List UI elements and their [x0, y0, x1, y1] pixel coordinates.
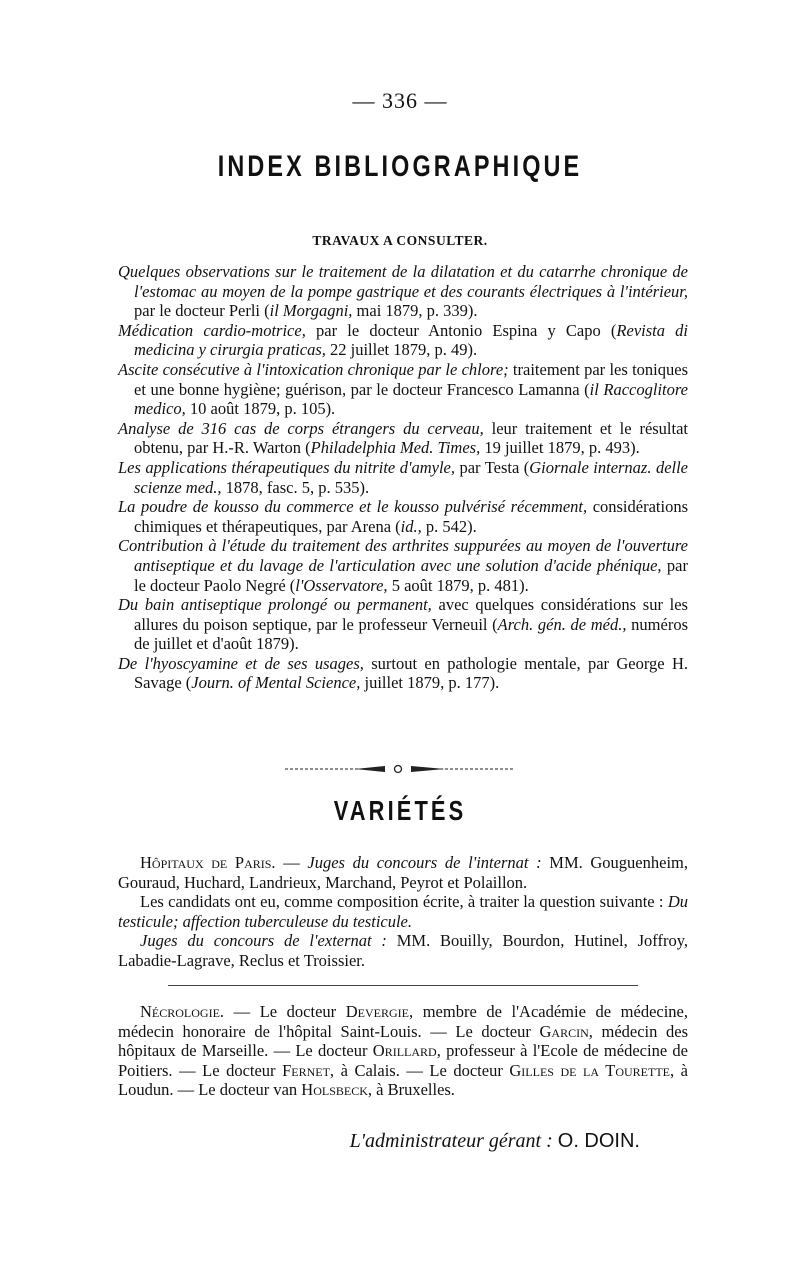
entry-source: il Morgagni,: [269, 301, 353, 321]
bibliography-entry: [118, 536, 688, 595]
person-name: Gilles de la Tourette,: [509, 1060, 675, 1080]
entry-title: Du bain antiseptique prolongé ou permanent,: [118, 595, 432, 615]
entry-text: juillet 1879, p. 177).: [360, 673, 500, 693]
entry-text: 22 juillet 1879, p. 49).: [325, 340, 478, 360]
text: à Calais. — Le docteur: [334, 1060, 510, 1080]
entry-text: par le docteur Antonio Espina y Capo (: [305, 320, 617, 340]
page-number: — 336 —: [352, 88, 448, 113]
section-subtitle: TRAVAUX A CONSULTER.: [312, 233, 488, 248]
entry-text: traitement par les toniques et une bonne hygiène; guérison, par le docteur Francesco Lamanna (: [134, 359, 688, 399]
externat-judges: MM. Bouilly, Bourdon, Hutinel, Joffroy, Labadie-Lagrave, Reclus et Troissier.: [118, 931, 688, 970]
person-name: Orillard,: [372, 1041, 441, 1061]
signature-label: L'administrateur gérant :: [349, 1130, 553, 1152]
bibliography-entry: [118, 419, 688, 458]
signature: [340, 1130, 640, 1153]
dash: —: [275, 853, 308, 872]
hopitaux-line: [118, 892, 688, 931]
entry-text: 5 août 1879, p. 481).: [387, 575, 529, 595]
necrologie-lead: Nécrologie.: [140, 1002, 225, 1021]
ornament-divider: [285, 764, 515, 774]
hopitaux-paragraph: [118, 853, 688, 971]
entry-title: De l'hyoscyamine et de ses usages,: [118, 653, 364, 673]
hopitaux-line: [118, 853, 688, 892]
text: médecin des hôpitaux de Marseille. — Le docteur: [118, 1021, 688, 1061]
entry-text: avec quelques considérations sur les allures du poison septique, par le professeur Verneuil (: [134, 595, 688, 634]
entry-text: 1878, fasc. 5, p. 535).: [221, 477, 370, 497]
necrologie-paragraph: [118, 1002, 688, 1100]
bibliography-entry: [118, 262, 688, 321]
entry-title: Contribution à l'étude du traitement des arthrites suppurées au moyen de l'ouverture antiseptique et du lavage de l'articulation avec une solution d'acide phénique,: [118, 536, 688, 575]
entry-source: il Raccoglitore medico,: [134, 379, 688, 419]
entry-text: surtout en pathologie mentale, par George H. Savage (: [134, 653, 688, 693]
bibliography-list: [118, 262, 688, 693]
entry-source: Arch. gén. de méd.,: [497, 614, 627, 634]
externat-title: Juges du concours de l'externat :: [140, 931, 387, 951]
entry-title: Ascite consécutive à l'intoxication chronique par le chlore;: [118, 359, 509, 379]
internat-title: Juges du concours de l'internat :: [307, 853, 542, 872]
entry-text: p. 542).: [421, 516, 477, 536]
entry-title: Les applications thérapeutiques du nitrite d'amyle,: [118, 457, 455, 477]
entry-source: Philadelphia Med. Times,: [310, 438, 481, 458]
exam-question: Du testicule; affection tuberculeuse du testicule.: [118, 892, 688, 931]
entry-title: Médication cardio-motrice,: [118, 320, 306, 340]
entry-text: leur traitement et le résultat obtenu, par H.-R. Warton (: [134, 418, 689, 458]
index-title: INDEX BIBLIOGRAPHIQUE: [217, 150, 583, 183]
person-name: Fernet,: [282, 1060, 335, 1080]
varietes-title: VARIÉTÉS: [333, 795, 467, 826]
entry-text: par Testa (: [455, 457, 530, 477]
entry-text: numéros de juillet et d'août 1879).: [134, 614, 688, 654]
entry-source: l'Osservatore,: [295, 575, 388, 595]
entry-text: par le docteur Paolo Negré (: [134, 555, 688, 595]
entry-text: par le docteur Perli (: [134, 301, 270, 321]
hopitaux-lead: Hôpitaux de Paris.: [140, 853, 276, 872]
text: membre de l'Académie de médecine, médecin honoraire de l'hôpital Saint-Louis. — Le docteur: [118, 1002, 688, 1041]
internat-judges: MM. Gouguenheim, Gouraud, Huchard, Landrieux, Marchand, Peyrot et Polaillon.: [118, 853, 688, 892]
person-name: Garcin,: [539, 1021, 593, 1041]
text: à Loudun. — Le docteur van: [118, 1060, 689, 1100]
entry-text: considérations chimiques et thérapeutiques, par Arena (: [134, 497, 689, 536]
entry-title: Analyse de 316 cas de corps étrangers du cerveau,: [118, 418, 484, 438]
bibliography-entry: [118, 360, 688, 419]
entry-text: 19 juillet 1879, p. 493).: [480, 438, 640, 458]
text: professeur à l'Ecole de médecine de Poitiers. — Le docteur: [118, 1041, 688, 1080]
separator-rule: [168, 985, 638, 986]
entry-text: 10 août 1879, p. 105).: [185, 399, 336, 419]
entry-text: mai 1879, p. 339).: [352, 301, 478, 321]
entry-title: La poudre de kousso du commerce et le kousso pulvérisé récemment,: [118, 497, 588, 517]
person-name: Holsbeck,: [301, 1080, 372, 1100]
entry-source: Giornale internaz. delle scienze med.,: [134, 457, 689, 497]
entry-source: id.,: [400, 516, 422, 536]
text: à Bruxelles.: [372, 1080, 455, 1100]
entry-source: Revista di medicina y cirurgia praticas,: [134, 320, 689, 360]
bibliography-entry: [118, 458, 688, 497]
signature-name: O. DOIN.: [557, 1130, 640, 1152]
bibliography-entry: [118, 321, 688, 360]
entry-source: Journ. of Mental Science,: [191, 673, 361, 693]
bibliography-entry: [118, 654, 688, 693]
candidates-text: Les candidats ont eu, comme composition écrite, à traiter la question suivante :: [140, 892, 668, 912]
text: — Le docteur: [224, 1002, 346, 1021]
hopitaux-line: [118, 931, 688, 970]
bibliography-entry: [118, 497, 688, 536]
person-name: Devergie,: [345, 1002, 414, 1021]
necrologie-text: [118, 1002, 688, 1100]
entry-title: Quelques observations sur le traitement de la dilatation et du catarrhe chronique de l'estomac au moyen de la pompe gastrique et des courants électriques à l'intérieur,: [118, 262, 688, 301]
bibliography-entry: [118, 595, 688, 654]
